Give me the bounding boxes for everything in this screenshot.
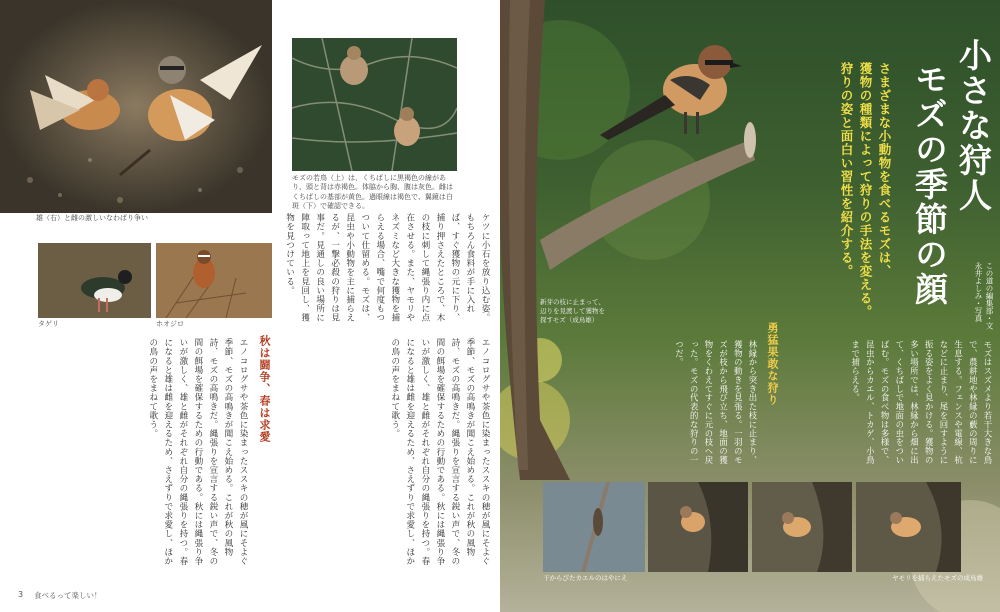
gecko-catch-3-illustration [856,482,961,572]
body-text-upper: ケツに小石を放り込む姿。もちろん食料が手に入れば、すぐ獲物の元に下り、捕り押さえたところで、木の枝に刺して縄張り内に点在させる。また、ヤモリやネズミなど大きな獲物を捕らえる場合、嘴で何度もつついて仕留める。モズは、昆虫や小動物を主に捕らえるが、一撃必殺の狩りは見事だ。見通しの良い場所に陣取って地上を見回し、獲物を見つけている。 [284,213,490,323]
subheading-hunt: 勇猛果敢な狩り [766,322,779,406]
lead-line-1: さまざまな小動物を食べるモズは、 [877,62,892,278]
caption-gecko-catch: ヤモリを捕らえたモズの成鳥雄 [892,574,983,582]
caption-lapwing: タゲリ [38,320,59,328]
meadow-bunting-illustration [156,243,272,318]
caption-dried-frog: 干からびたカエルのはやにえ [543,574,628,582]
body-text-lower-right: エノコログサや茶色に染まったススキの穂が風にそよぐ季節、モズの高鳴きが聞こえ始める。これが秋の風物詩、モズの高鳴きだ。縄張りを宣言する鋭い声で、冬の間の餌場を確保するための行動である。秋には縄張り争いが激しく、雄と雌がそれぞれ自分の縄張りを持つ。春になると雄は雌を迎えるため、さえずりで求愛し、ほかの鳥の声をまねて歌う。 [389,338,490,566]
gecko-catch-2-illustration [752,482,852,572]
photo-gecko-catch-2 [752,482,852,572]
page-number: 3 [18,590,24,599]
lead-line-3: 狩りの姿と面白い習性を紹介する。 [839,62,854,278]
lapwing-illustration [38,243,151,318]
caption-young-shrikes: モズの若鳥（上）は、くちばしに黒褐色の線があり、頭と背は赤褐色。体脇から胸、腹は灰色。雌はくちばしの基部が黄色。過眼線は褐色で、翼鏡は白斑（下）で確認できる。 [292,174,453,211]
body-text-right-page-2: 林縁から突き出た枝に止まり、獲物の動きを見張る。一羽のモズが枝から飛び立ち、地面の獲物をくわえてすぐに元の枝へ戻った。モズの代表的な狩りの一つだ。 [674,340,758,465]
photo-lapwing [38,243,151,318]
credit-line-2: 永井よしみ・写真 [974,262,983,322]
gecko-catch-1-illustration [648,482,748,572]
subheading-autumn-spring: 秋は闘争、春は求愛 [258,335,271,443]
photo-fighting-shrikes [0,0,272,213]
photo-gecko-catch-1 [648,482,748,572]
body-text-lower-left: エノコログサや茶色に染まったススキの穂が風にそよぐ季節、モズの高鳴きが聞こえ始める。これが秋の風物詩、モズの高鳴きだ。縄張りを宣言する鋭い声で、冬の間の餌場を確保するための行動である。秋には縄張り争いが激しく、雄と雌がそれぞれ自分の縄張りを持つ。春になると雄は雌を迎えるため、さえずりで求愛し、ほかの鳥の声をまねて歌う。 [147,338,248,566]
right-page [500,0,1000,612]
young-shrikes-illustration [292,38,457,171]
caption-fighting-shrikes: 雄（右）と雌の激しいなわばり争い [36,214,148,222]
title-line-1: 小さな狩人 [954,38,993,213]
fighting-shrikes-illustration [0,0,272,213]
dried-frog-illustration [543,482,645,572]
photo-dried-frog [543,482,645,572]
caption-shrike-branch: 新芽の枝に止まって、辺りを見渡して獲物を探すモズ（成鳥雄） [540,298,605,324]
lead-line-2: 獲物の種類によって狩りの手法を変える。 [858,62,873,319]
photo-young-shrikes [292,38,457,171]
photo-meadow-bunting [156,243,272,318]
credit-line-1: この道の編集部・文 [985,262,994,330]
footer-text: 食べるって楽しい！ [34,591,102,600]
body-text-right-page: モズはスズメより若干大きな鳥で、農耕地や林縁の藪の周りに生息する。フェンスや電線、杭などに止まり、尾を回すように振る姿をよく見かける。獲物の多い場所では、林縁から畑に出て、くちばしで地面の虫をついばむ。モズの食べ物は多様で、昆虫からカエル、トカゲ、小鳥まで捕らえる。 [850,340,993,465]
title-line-2: モズの季節の顔 [910,62,949,307]
caption-meadow-bunting: ホオジロ [156,320,184,328]
photo-gecko-catch-3 [856,482,961,572]
